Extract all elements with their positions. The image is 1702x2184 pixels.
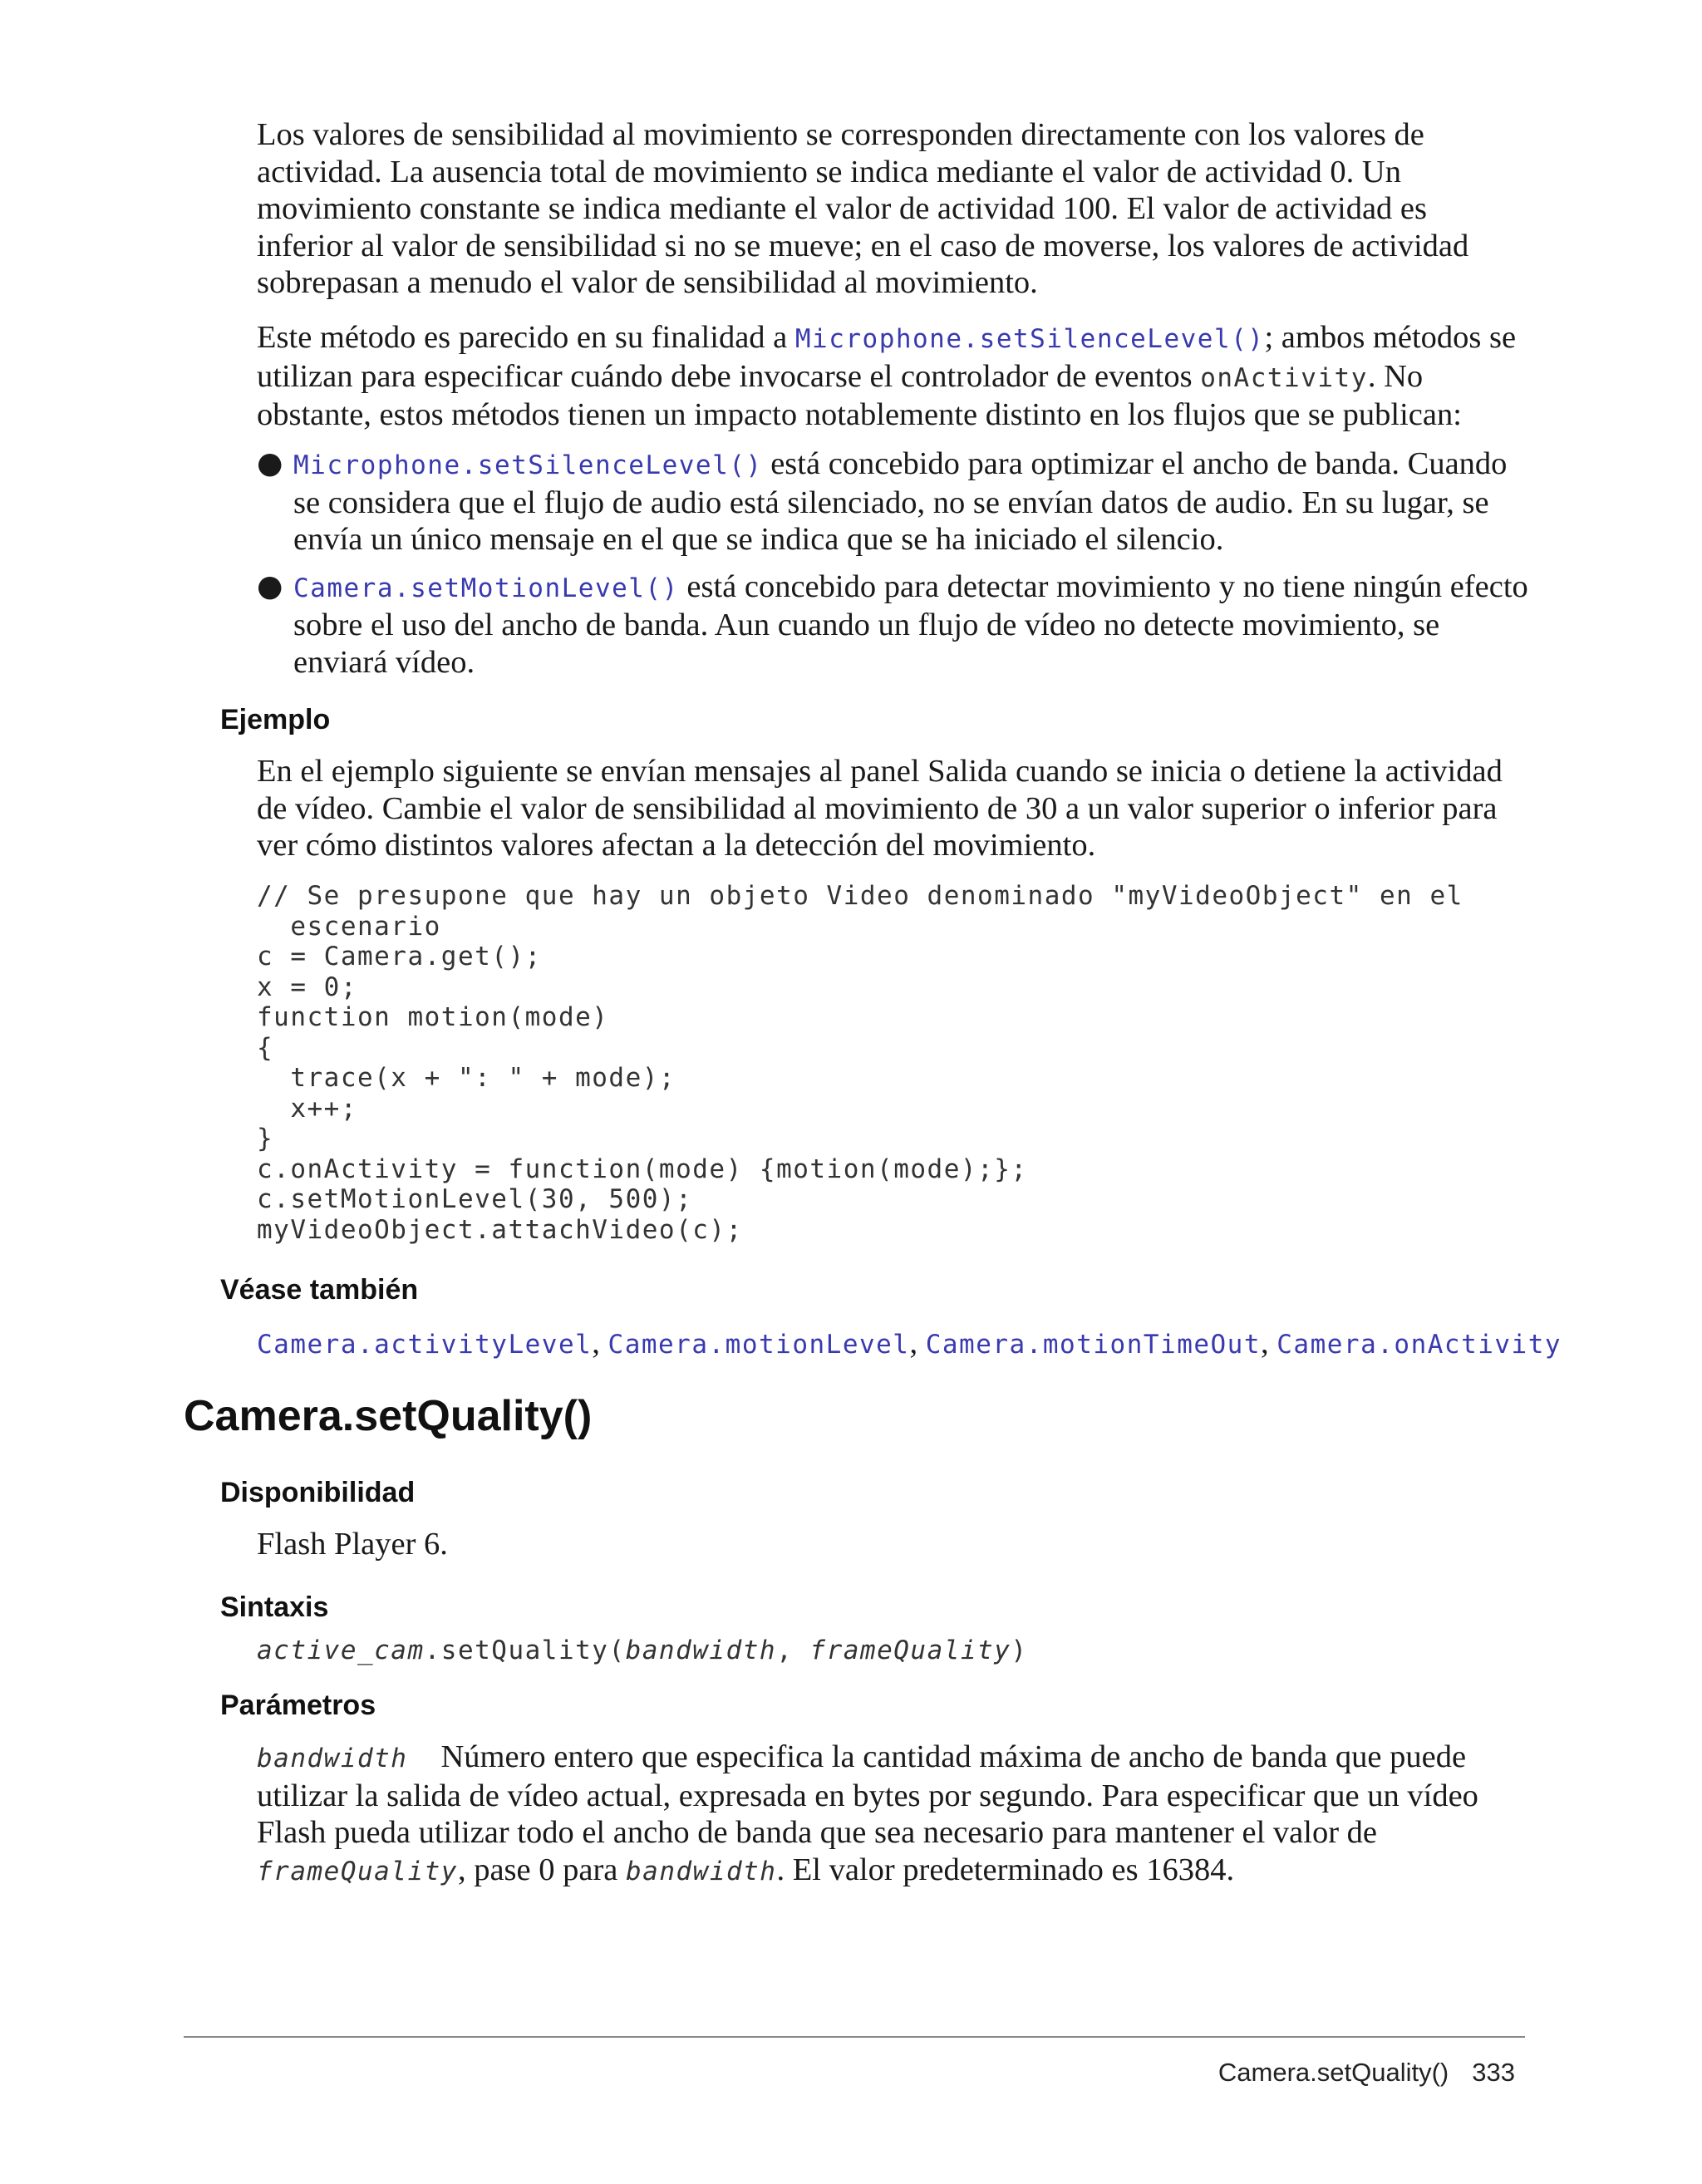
link-camera-onactivity[interactable]: Camera.onActivity: [1276, 1330, 1562, 1360]
param-text-b: , pase 0 para: [457, 1852, 626, 1887]
param-name-bandwidth: bandwidth: [257, 1744, 408, 1773]
syntax-param-framequality: frameQuality: [809, 1636, 1011, 1665]
syntax-close: ): [1011, 1636, 1028, 1665]
intro-paragraph-2: [257, 319, 1528, 434]
list-item: [257, 568, 1528, 681]
see-also-separator: ,: [592, 1326, 608, 1360]
onactivity-code: onActivity: [1200, 362, 1368, 393]
footer-section-label: Camera.setQuality(): [1217, 2058, 1449, 2087]
syntax-param-bandwidth: bandwidth: [625, 1636, 777, 1665]
page-number: 333: [1472, 2058, 1515, 2087]
footer-divider: [184, 2036, 1525, 2038]
syntax-method: .setQuality(: [424, 1636, 626, 1665]
example-code-block: // Se presupone que hay un objeto Video denominado "myVideoObject" en el escenario c = Camera.get(); x = 0; function motion(mode) { trace(x + ": " + mode); x++; } c.onActivity = function(mode) {motion(mode);}; c.setMotionLevel(30, 500); myVideoObject.attachVideo(c);: [257, 881, 1463, 1245]
param-text-a: Número entero que especifica la cantidad máxima de ancho de banda que puede utilizar la salida de vídeo actual, expresada en bytes por segundo. Para especificar que un vídeo Flash pueda utilizar todo el ancho de banda que sea necesario para mantener el valor de: [257, 1739, 1478, 1850]
syntax-line: [257, 1634, 1528, 1667]
param-ref-framequality: frameQuality: [257, 1856, 458, 1886]
see-also-links: [257, 1325, 1562, 1364]
list-item: [257, 445, 1528, 558]
intro-text-c: . No obstante, estos métodos tienen un impacto notablemente distinto en los flujos que se publican:: [257, 358, 1462, 432]
list-item-text: está concebido para optimizar el ancho de banda. Cuando se considera que el flujo de audio está silenciado, no se envían datos de audio. En su lugar, se envía un único mensaje en el que se indica que se ha iniciado el silencio.: [293, 446, 1508, 557]
link-camera-activitylevel[interactable]: Camera.activityLevel: [257, 1330, 593, 1360]
see-also-heading: Véase también: [220, 1274, 419, 1306]
availability-text: Flash Player 6.: [257, 1527, 448, 1562]
see-also-separator: ,: [909, 1326, 926, 1360]
link-microphone-setsilencelevel-bullet[interactable]: Microphone.setSilenceLevel(): [293, 450, 763, 480]
intro-paragraph-1: Los valores de sensibilidad al movimiento se corresponden directamente con los valores de actividad. La ausencia total de movimiento se indica mediante el valor de actividad 0. Un movimiento constante se indica mediante el valor de actividad 100. El valor de actividad es inferior al valor de sensibilidad si no se mueve; en el caso de moverse, los valores de actividad sobrepasan a menudo el valor de sensibilidad al movimiento.: [257, 117, 1469, 300]
link-camera-motiontimeout[interactable]: Camera.motionTimeOut: [925, 1330, 1262, 1360]
intro-text-b: ; ambos métodos se utilizan para especificar cuándo debe invocarse el controlador de eventos: [257, 320, 1517, 394]
link-camera-motionlevel[interactable]: Camera.motionLevel: [608, 1330, 910, 1360]
list-item-text: está concebido para detectar movimiento y no tiene ningún efecto sobre el uso del ancho de banda. Aun cuando un flujo de vídeo no detecte movimiento, se enviará vídeo.: [293, 568, 1528, 680]
example-heading: Ejemplo: [220, 704, 331, 735]
syntax-comma: ,: [776, 1636, 810, 1665]
link-camera-setmotionlevel[interactable]: Camera.setMotionLevel(): [293, 573, 679, 603]
parameters-heading: Parámetros: [220, 1690, 376, 1721]
intro-text-a: Este método es parecido en su finalidad a: [257, 320, 795, 355]
param-text-c: . El valor predeterminado es 16384.: [776, 1852, 1235, 1887]
param-ref-bandwidth: bandwidth: [626, 1856, 777, 1886]
syntax-heading: Sintaxis: [220, 1591, 329, 1623]
bullet-icon: ●: [257, 568, 283, 603]
method-comparison-list: [257, 445, 1528, 681]
page-footer: [1218, 2058, 1515, 2088]
example-paragraph: En el ejemplo siguiente se envían mensajes al panel Salida cuando se inicia o detiene la actividad de vídeo. Cambie el valor de sensibilidad al movimiento de 30 a un valor superior o inferior para ver cómo distintos valores afectan a la detección del movimiento.: [257, 754, 1503, 863]
see-also-separator: ,: [1261, 1326, 1277, 1360]
parameter-bandwidth-description: [257, 1739, 1528, 1890]
link-microphone-setsilencelevel[interactable]: Microphone.setSilenceLevel(): [794, 324, 1265, 354]
availability-heading: Disponibilidad: [220, 1477, 416, 1508]
syntax-object: active_cam: [257, 1636, 425, 1665]
bullet-icon: ●: [257, 446, 283, 480]
section-title: Camera.setQuality(): [184, 1392, 593, 1440]
